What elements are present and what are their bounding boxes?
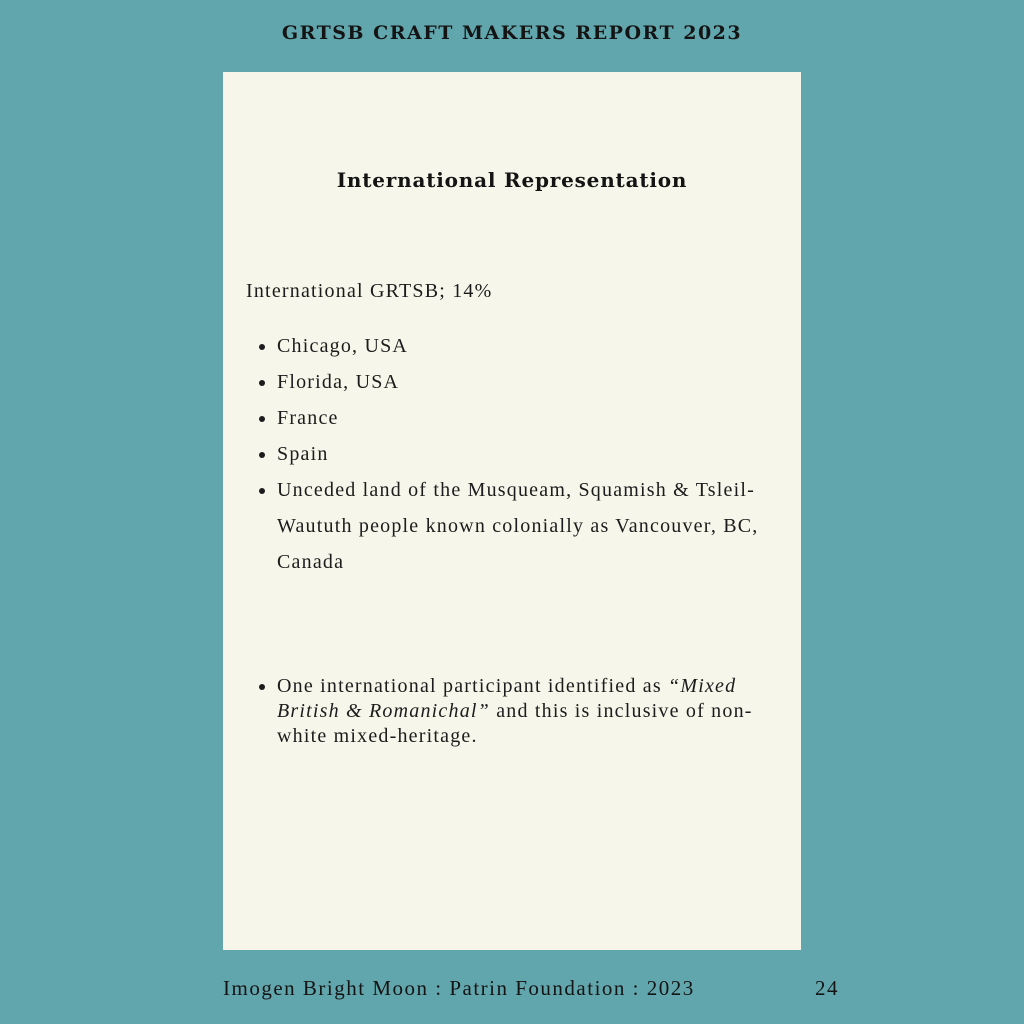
note-quote: “Mixed British & Romanichal” bbox=[277, 675, 737, 722]
list-item: • Florida, USA bbox=[277, 364, 797, 400]
list-item: • Chicago, USA bbox=[277, 328, 797, 364]
note-tail: and this is inclusive of non-white mixed-heritage. bbox=[277, 700, 753, 747]
report-title: GRTSB CRAFT MAKERS REPORT 2023 bbox=[281, 22, 743, 44]
footer-credit: Imogen Bright Moon : Patrin Foundation : 2023 bbox=[223, 976, 695, 1000]
note-item bbox=[277, 674, 797, 749]
page-card bbox=[223, 72, 801, 950]
list-item: • Spain bbox=[277, 436, 797, 472]
note-lead: One international participant identified as bbox=[277, 675, 662, 697]
page-number: 24 bbox=[815, 976, 839, 1000]
list-item: • Unceded land of the Musqueam, Squamish & Tsleil-Waututh people known colonially as Vancouver, BC, Canada bbox=[277, 472, 797, 580]
note-list bbox=[246, 674, 797, 749]
list-item: • France bbox=[277, 400, 797, 436]
section-heading: International Representation bbox=[336, 168, 688, 192]
summary-text: International GRTSB; 14% bbox=[246, 280, 493, 302]
locations-list bbox=[246, 328, 797, 580]
